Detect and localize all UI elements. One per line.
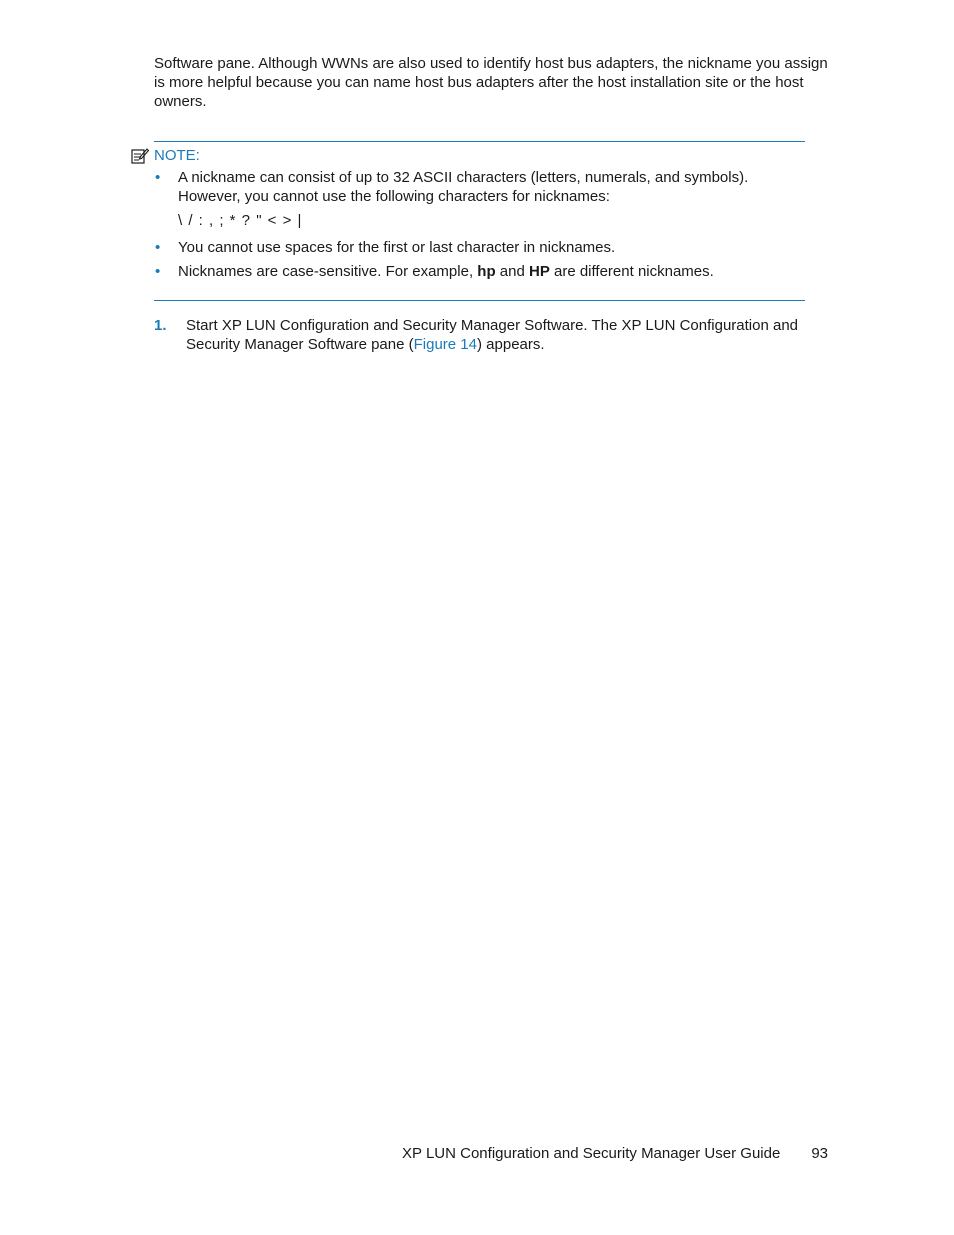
note-bottom-rule <box>154 300 805 301</box>
page-footer <box>380 1144 828 1163</box>
intro-paragraph: Software pane. Although WWNs are also used to identify host bus adapters, the nickname you assign is more helpful because you can name host bus adapters after the host installation site or the host owners. <box>154 55 828 110</box>
step-number: 1. <box>154 317 167 334</box>
note-label: NOTE: <box>154 146 200 164</box>
page-number: 93 <box>811 1145 828 1162</box>
step-text-post: ) appears. <box>477 336 545 353</box>
step-text-pre: Start XP LUN Configuration and Security Manager Software. The XP LUN Configuration and Security Manager Software pane ( <box>186 317 799 353</box>
note-bullet-list <box>154 168 804 286</box>
figure-14-link[interactable]: Figure 14 <box>413 336 477 353</box>
bullet-marker: • <box>155 169 161 186</box>
bullet-marker: • <box>155 239 161 256</box>
bullet-marker: • <box>155 263 161 280</box>
bullet-text-mid: and <box>495 263 529 280</box>
note-heading <box>131 145 200 165</box>
step-text <box>154 316 804 354</box>
bullet-text: A nickname can consist of up to 32 ASCII characters (letters, numerals, and symbols). However, you cannot use the following characters for nicknames: <box>178 169 749 205</box>
bullet-text-pre: Nicknames are case-sensitive. For example, <box>178 263 478 280</box>
bold-HP: HP <box>528 263 550 280</box>
footer-title: XP LUN Configuration and Security Manager User Guide <box>402 1145 781 1162</box>
list-item <box>154 238 804 262</box>
note-top-rule <box>154 141 805 142</box>
bullet-text: You cannot use spaces for the first or last character in nicknames. <box>178 239 616 256</box>
forbidden-characters: \ / : , ; * ? " < > | <box>178 212 303 229</box>
list-item <box>154 168 804 238</box>
bullet-text-post: are different nicknames. <box>549 263 714 280</box>
step-1 <box>154 316 804 354</box>
bold-hp: hp <box>477 263 496 280</box>
list-item <box>154 262 804 286</box>
note-icon <box>131 147 149 164</box>
